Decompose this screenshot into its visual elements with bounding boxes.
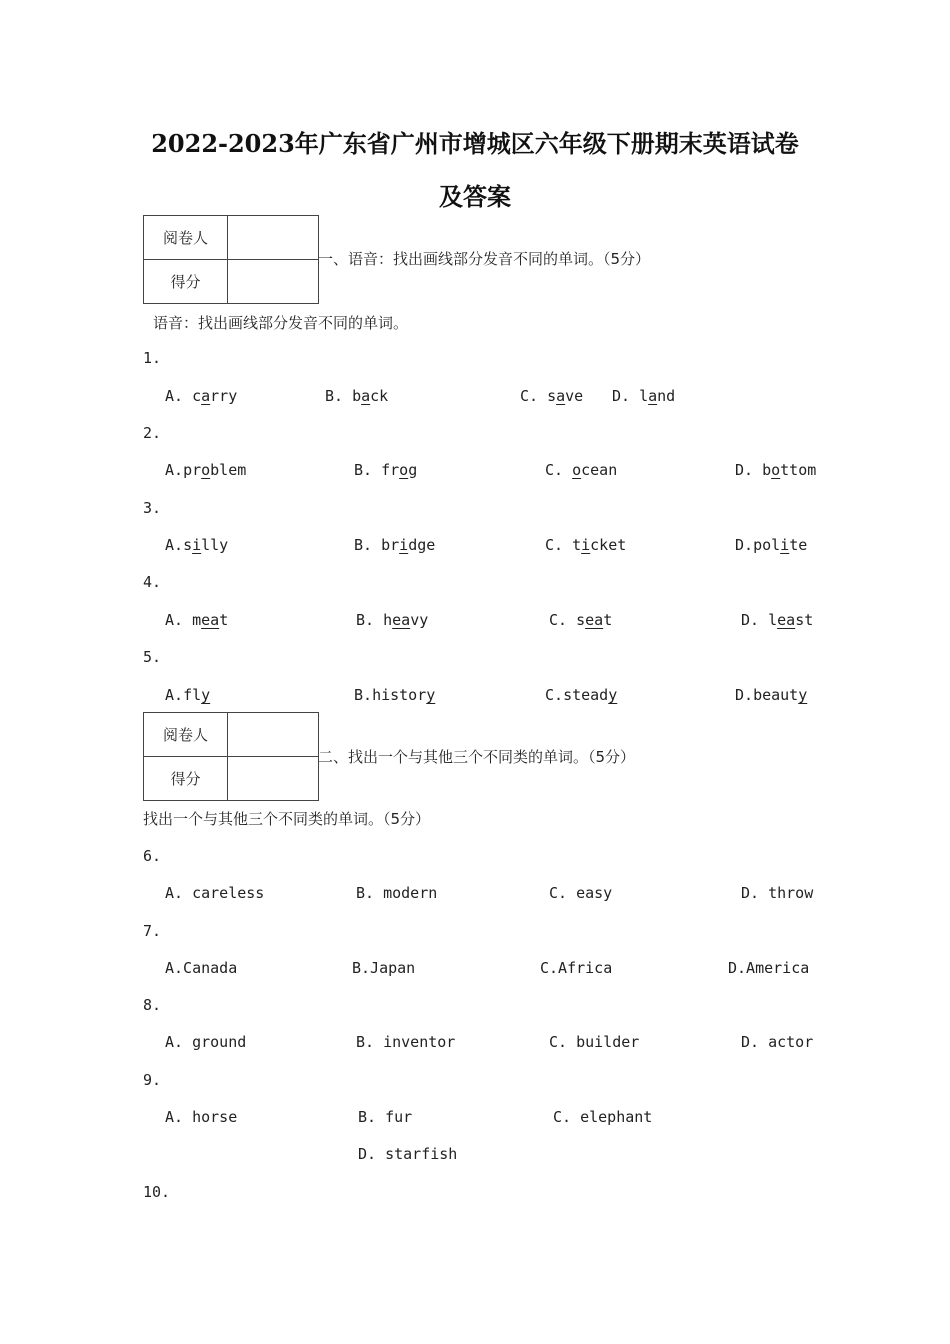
option: B. bridge bbox=[354, 536, 436, 554]
option: D. least bbox=[741, 611, 814, 629]
question-number: 3. bbox=[143, 499, 162, 517]
question-number: 10. bbox=[143, 1183, 171, 1201]
option: C. seat bbox=[549, 611, 613, 629]
question-number: 7. bbox=[143, 922, 162, 940]
option: D. throw bbox=[741, 884, 814, 902]
option: D. actor bbox=[741, 1033, 814, 1051]
option: A.Canada bbox=[165, 959, 238, 977]
option: B. inventor bbox=[356, 1033, 456, 1051]
section2-instruction: 找出一个与其他三个不同类的单词。（5分） bbox=[143, 810, 431, 828]
option: C. easy bbox=[549, 884, 613, 902]
question-number: 4. bbox=[143, 573, 162, 591]
section2-heading: 二、找出一个与其他三个不同类的单词。（5分） bbox=[318, 748, 636, 766]
section1-instruction: 语音：找出画线部分发音不同的单词。 bbox=[153, 314, 409, 332]
reviewer-label: 阅卷人 bbox=[144, 216, 228, 260]
document-title-line2: 及答案 bbox=[439, 182, 511, 211]
option: C. save bbox=[520, 387, 584, 405]
score-label: 得分 bbox=[144, 757, 228, 801]
option: D.beauty bbox=[735, 686, 808, 704]
question-number: 6. bbox=[143, 847, 162, 865]
score-box-section2 bbox=[143, 712, 319, 801]
score-cell bbox=[228, 260, 319, 304]
reviewer-cell bbox=[228, 713, 319, 757]
option: D. bottom bbox=[735, 461, 817, 479]
score-box-section1 bbox=[143, 215, 319, 304]
option: A.fly bbox=[165, 686, 211, 704]
option: C. elephant bbox=[553, 1108, 653, 1126]
option: C. builder bbox=[549, 1033, 640, 1051]
option: A. ground bbox=[165, 1033, 247, 1051]
reviewer-label: 阅卷人 bbox=[144, 713, 228, 757]
option: C.steady bbox=[545, 686, 618, 704]
option: B. fur bbox=[358, 1108, 413, 1126]
question-number: 1. bbox=[143, 349, 162, 367]
question-number: 2. bbox=[143, 424, 162, 442]
document-title-line1: 2022-2023年广东省广州市增城区六年级下册期末英语试卷 bbox=[151, 129, 799, 158]
option: A.silly bbox=[165, 536, 229, 554]
question-number: 8. bbox=[143, 996, 162, 1014]
reviewer-cell bbox=[228, 216, 319, 260]
option: C.Africa bbox=[540, 959, 613, 977]
option: A. careless bbox=[165, 884, 265, 902]
option: A. carry bbox=[165, 387, 238, 405]
option: C. ocean bbox=[545, 461, 618, 479]
score-cell bbox=[228, 757, 319, 801]
score-label: 得分 bbox=[144, 260, 228, 304]
option: D. land bbox=[612, 387, 676, 405]
option: B.history bbox=[354, 686, 436, 704]
section1-heading: 一、语音：找出画线部分发音不同的单词。（5分） bbox=[318, 250, 651, 268]
option: B. modern bbox=[356, 884, 438, 902]
option: D. starfish bbox=[358, 1145, 458, 1163]
option: D.polite bbox=[735, 536, 808, 554]
option: B.Japan bbox=[352, 959, 416, 977]
option: B. back bbox=[325, 387, 389, 405]
option: C. ticket bbox=[545, 536, 627, 554]
option: B. heavy bbox=[356, 611, 429, 629]
option: D.America bbox=[728, 959, 810, 977]
option: B. frog bbox=[354, 461, 418, 479]
option: A. horse bbox=[165, 1108, 238, 1126]
option: A.problem bbox=[165, 461, 247, 479]
question-number: 9. bbox=[143, 1071, 162, 1089]
question-number: 5. bbox=[143, 648, 162, 666]
option: A. meat bbox=[165, 611, 229, 629]
